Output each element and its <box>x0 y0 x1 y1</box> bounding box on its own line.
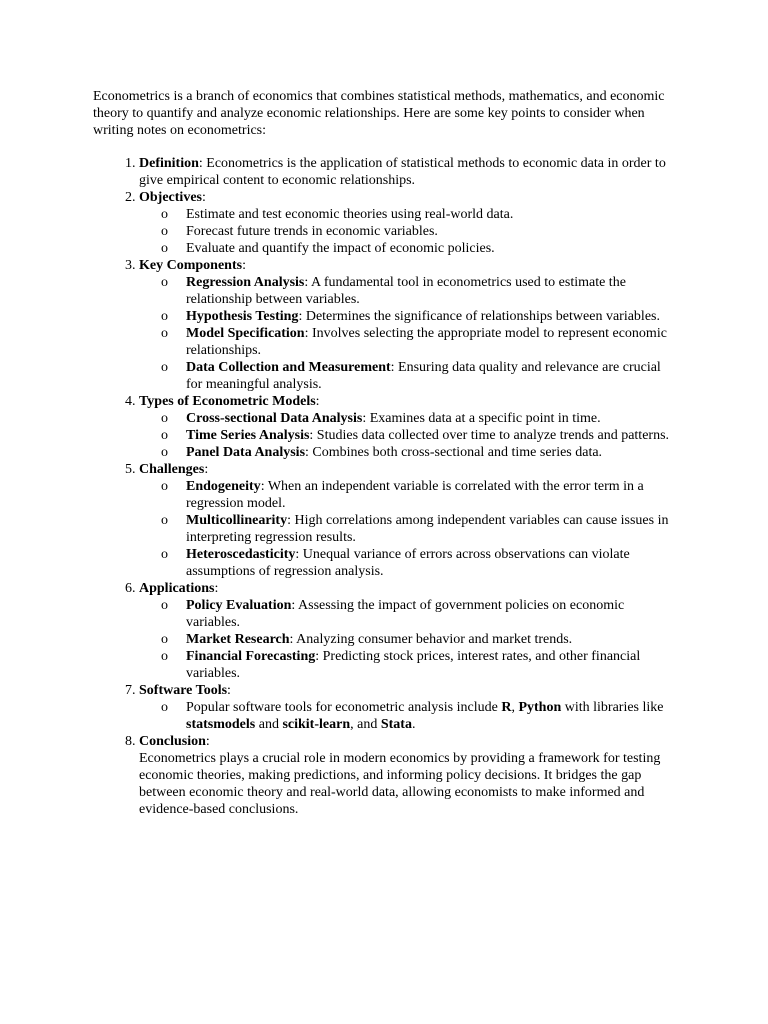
item-text: : High correlations among independent variables can cause issues in interpreting regression results. <box>186 513 669 545</box>
section-text: : <box>214 581 219 596</box>
item-term: Cross-sectional Data Analysis <box>186 411 363 426</box>
list-item <box>186 308 676 325</box>
item-text: , <box>511 700 519 715</box>
item-text: : When an independent variable is correlated with the error term in a regression model. <box>186 479 644 511</box>
item-term: Financial Forecasting <box>186 649 316 664</box>
section-heading: Definition <box>139 156 199 171</box>
section-text: : <box>242 258 246 273</box>
item-text: : Assessing the impact of government policies on economic variables. <box>186 598 625 630</box>
item-text: : Unequal variance of errors across observations can violate assumptions of regression analysis. <box>186 547 630 579</box>
section-heading: Types of Econometric Models <box>139 394 316 409</box>
list-item <box>186 512 676 546</box>
section-heading: Objectives <box>139 190 202 205</box>
list-item <box>186 478 676 512</box>
list-item <box>186 427 676 444</box>
challenges-list <box>139 478 676 580</box>
section-challenges <box>139 461 676 580</box>
item-text: Forecast future trends in economic variables. <box>186 224 438 239</box>
section-text: : <box>204 462 209 477</box>
item-text: : Involves selecting the appropriate model to represent economic relationships. <box>186 326 667 358</box>
list-item <box>186 325 676 359</box>
list-item <box>186 410 676 427</box>
item-term: Multicollinearity <box>186 513 288 528</box>
key-components-list <box>139 274 676 393</box>
item-text: , and <box>350 717 381 732</box>
item-text: Popular software tools for econometric analysis include <box>186 700 502 715</box>
item-text: . <box>411 717 416 732</box>
section-text: : <box>201 190 206 205</box>
item-term: Policy Evaluation <box>186 598 292 613</box>
item-text: and <box>255 717 283 732</box>
software-name-r: R <box>501 700 512 715</box>
library-name-scikit-learn: scikit-learn <box>282 717 351 732</box>
applications-list <box>139 597 676 682</box>
list-item <box>186 274 676 308</box>
section-text: : <box>205 734 210 749</box>
list-item <box>186 240 676 257</box>
section-heading: Conclusion <box>139 734 206 749</box>
key-points-list <box>93 155 676 818</box>
software-name-python: Python <box>518 700 562 715</box>
section-text: : <box>315 394 320 409</box>
section-text: : Econometrics is the application of statistical methods to economic data in order to give empirical content to economic relationships. <box>139 156 666 188</box>
section-definition <box>139 155 676 189</box>
section-conclusion <box>139 733 676 818</box>
item-text: : A fundamental tool in econometrics used to estimate the relationship between variables. <box>186 275 626 307</box>
section-objectives <box>139 189 676 257</box>
list-item <box>186 223 676 240</box>
library-name-statsmodels: statsmodels <box>186 717 256 732</box>
section-software-tools <box>139 682 676 733</box>
item-term: Data Collection and Measurement <box>186 360 391 375</box>
item-term: Endogeneity <box>186 479 261 494</box>
section-heading: Software Tools <box>139 683 228 698</box>
item-text: : Examines data at a specific point in time. <box>362 411 601 426</box>
item-term: Hypothesis Testing <box>186 309 299 324</box>
section-key-components <box>139 257 676 393</box>
section-heading: Key Components <box>139 258 243 273</box>
item-text: Evaluate and quantify the impact of economic policies. <box>186 241 495 256</box>
item-text: Estimate and test economic theories using real-world data. <box>186 207 514 222</box>
intro-paragraph: Econometrics is a branch of economics that combines statistical methods, mathematics, and economic theory to quantify and analyze economic relationships. Here are some key points to consider when writing notes on econometrics: <box>93 89 665 138</box>
section-types-of-models <box>139 393 676 461</box>
list-item <box>186 699 676 733</box>
item-text: : Studies data collected over time to analyze trends and patterns. <box>309 428 670 443</box>
item-text: : Analyzing consumer behavior and market trends. <box>289 632 573 647</box>
section-text: : <box>227 683 231 698</box>
list-item <box>186 631 676 648</box>
section-heading: Applications <box>139 581 215 596</box>
list-item <box>186 597 676 631</box>
item-text: with libraries like <box>561 700 664 715</box>
item-term: Regression Analysis <box>186 275 305 290</box>
section-heading: Challenges <box>139 462 205 477</box>
list-item <box>186 546 676 580</box>
item-term: Heteroscedasticity <box>186 547 296 562</box>
list-item <box>186 648 676 682</box>
item-text: : Predicting stock prices, interest rates, and other financial variables. <box>186 649 641 681</box>
list-item <box>186 206 676 223</box>
item-text: : Ensuring data quality and relevance are crucial for meaningful analysis. <box>186 360 661 392</box>
conclusion-paragraph: Econometrics plays a crucial role in modern economics by providing a framework for testing economic theories, making predictions, and informing policy decisions. It bridges the gap between economic theory and real-world data, allowing economists to make informed and evidence-based conclusions. <box>139 751 661 817</box>
model-types-list <box>139 410 676 461</box>
section-applications <box>139 580 676 682</box>
software-name-stata: Stata <box>380 717 412 732</box>
list-item <box>186 359 676 393</box>
item-text: : Combines both cross-sectional and time series data. <box>305 445 603 460</box>
item-term: Time Series Analysis <box>186 428 310 443</box>
list-item <box>186 444 676 461</box>
item-term: Panel Data Analysis <box>186 445 306 460</box>
item-term: Model Specification <box>186 326 305 341</box>
item-text: : Determines the significance of relationships between variables. <box>298 309 660 324</box>
item-term: Market Research <box>186 632 290 647</box>
software-tools-list <box>139 699 676 733</box>
objectives-list <box>139 206 676 257</box>
